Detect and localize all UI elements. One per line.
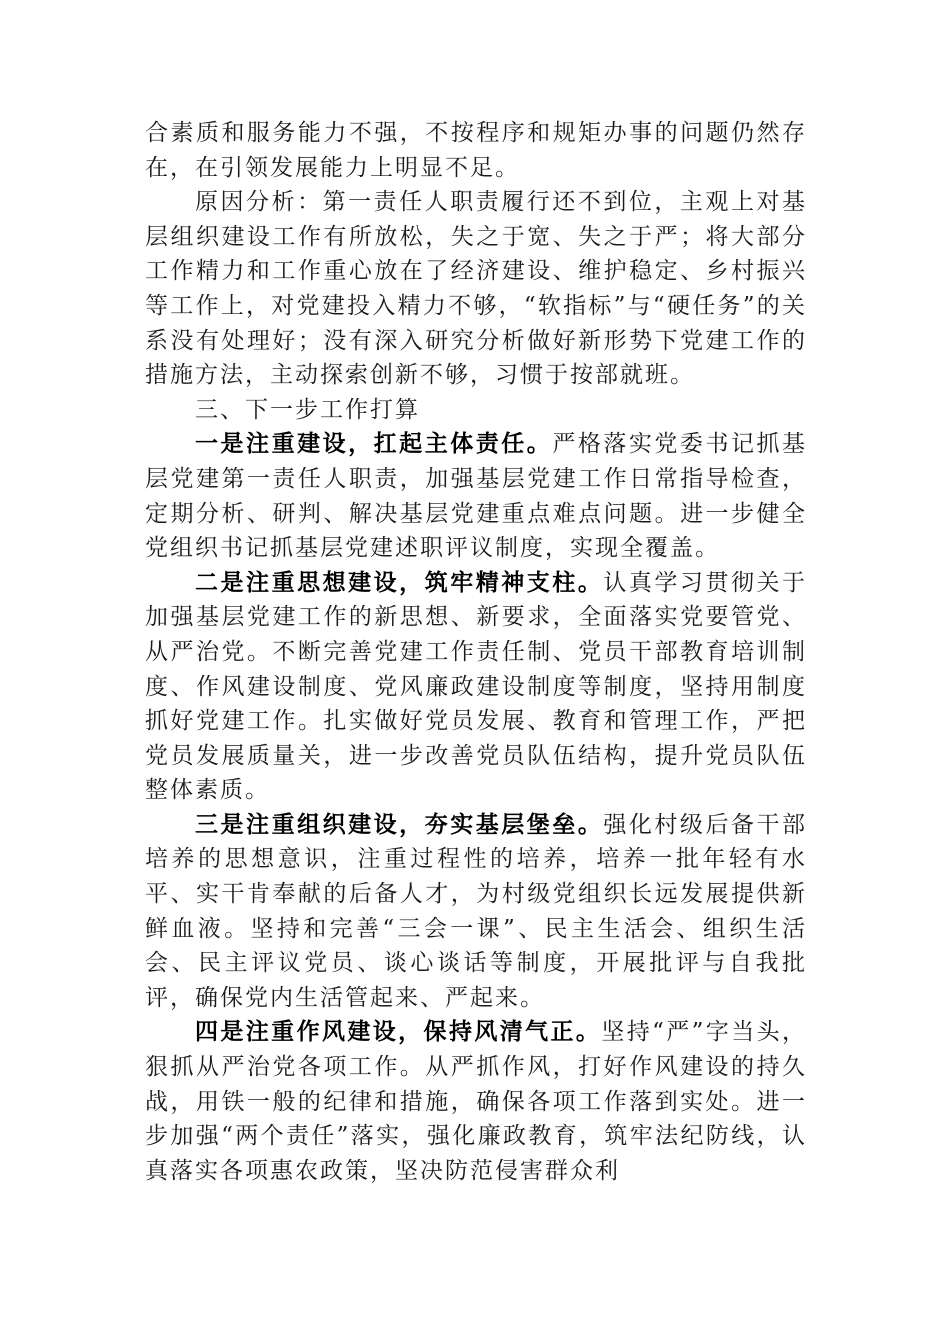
paragraph-item-2 [145,566,807,808]
section-heading: 三、下一步工作打算 [195,396,420,423]
paragraph-item-1 [145,427,807,565]
paragraph-intro-tail: 合素质和服务能力不强，不按程序和规矩办事的问题仍然存在，在引领发展能力上明显不足。 [145,120,807,181]
item-2-body: 认真学习贯彻关于加强基层党建工作的新思想、新要求，全面落实党要管党、从严治党。不断完善党建工作责任制、党员干部教育培训制度、作风建设制度、党风廉政建设制度等制度，坚持用制度抓好党建工作。扎实做好党员发展、教育和管理工作，严把党员发展质量关，进一步改善党员队伍结构，提升党员队伍整体素质。 [145,569,808,804]
item-3-body: 强化村级后备干部培养的思想意识，注重过程性的培养，培养一批年轻有水平、实干肯奉献的后备人才，为村级党组织长远发展提供新鲜血液。坚持和完善“三会一课”、民主生活会、组织生活会、民主评议党员、谈心谈话等制度，开展批评与自我批评，确保党内生活管起来、严起来。 [145,811,808,1011]
paragraph-item-3 [145,808,807,1016]
item-2-lead: 二是注重思想建设，筑牢精神支柱。 [195,569,604,596]
paragraph-item-4 [145,1015,807,1188]
document-body [145,116,807,1188]
item-1-body: 严格落实党委书记抓基层党建第一责任人职责，加强基层党建工作日常指导检查，定期分析、研判、解决基层党建重点难点问题。进一步健全党组织书记抓基层党建述职评议制度，实现全覆盖。 [145,431,808,562]
item-3-lead: 三是注重组织建设，夯实基层堡垒。 [195,811,604,838]
item-1-lead: 一是注重建设，扛起主体责任。 [195,431,553,458]
paragraph-reason-analysis: 原因分析：第一责任人职责履行还不到位，主观上对基层组织建设工作有所放松，失之于宽、失之于严；将大部分工作精力和工作重心放在了经济建设、维护稳定、乡村振兴等工作上，对党建投入精力不够，“软指标”与“硬任务”的关系没有处理好；没有深入研究分析做好新形势下党建工作的措施方法，主动探索创新不够，习惯于按部就班。 [145,189,807,389]
item-4-body: 坚持“严”字当头，狠抓从严治党各项工作。从严抓作风，打好作风建设的持久战，用铁一般的纪律和措施，确保各项工作落到实处。进一步加强“两个责任”落实，强化廉政教育，筑牢法纪防线，认真落实各项惠农政策，坚决防范侵害群众利 [145,1019,807,1184]
item-4-lead: 四是注重作风建设，保持风清气正。 [195,1019,602,1046]
